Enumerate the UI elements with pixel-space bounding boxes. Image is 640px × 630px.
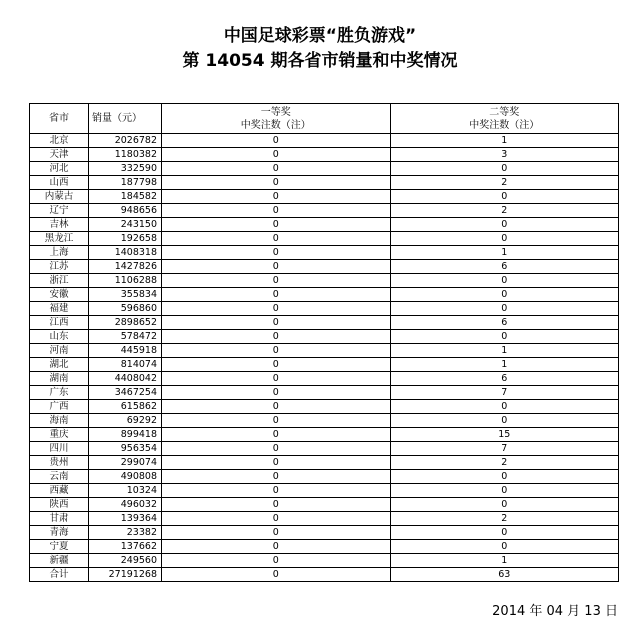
table-row (30, 162, 619, 176)
cell-first-prize: 0 (162, 512, 391, 526)
cell-second-prize: 1 (390, 554, 619, 568)
cell-province: 重庆 (30, 428, 89, 442)
cell-sales: 1106288 (89, 274, 162, 288)
cell-sales: 2026782 (89, 134, 162, 148)
cell-sales: 1427826 (89, 260, 162, 274)
cell-second-prize: 0 (390, 526, 619, 540)
cell-province: 西藏 (30, 484, 89, 498)
cell-sales: 2898652 (89, 316, 162, 330)
cell-province: 合计 (30, 568, 89, 582)
table-row (30, 484, 619, 498)
cell-second-prize: 0 (390, 414, 619, 428)
cell-province: 青海 (30, 526, 89, 540)
cell-first-prize: 0 (162, 456, 391, 470)
page-title: 中国足球彩票“胜负游戏” (223, 26, 417, 46)
cell-province: 江西 (30, 316, 89, 330)
cell-province: 福建 (30, 302, 89, 316)
cell-second-prize: 6 (390, 316, 619, 330)
cell-province: 新疆 (30, 554, 89, 568)
cell-first-prize: 0 (162, 568, 391, 582)
cell-sales: 3467254 (89, 386, 162, 400)
cell-sales: 187798 (89, 176, 162, 190)
cell-second-prize: 15 (390, 428, 619, 442)
cell-province: 浙江 (30, 274, 89, 288)
cell-first-prize: 0 (162, 288, 391, 302)
cell-second-prize: 2 (390, 204, 619, 218)
cell-province: 内蒙古 (30, 190, 89, 204)
cell-sales: 355834 (89, 288, 162, 302)
cell-first-prize: 0 (162, 190, 391, 204)
cell-first-prize: 0 (162, 330, 391, 344)
cell-province: 云南 (30, 470, 89, 484)
cell-province: 北京 (30, 134, 89, 148)
cell-province: 贵州 (30, 456, 89, 470)
cell-sales: 899418 (89, 428, 162, 442)
cell-first-prize: 0 (162, 372, 391, 386)
table-row (30, 512, 619, 526)
header-first-prize-line1: 一等奖 (260, 106, 291, 118)
cell-first-prize: 0 (162, 554, 391, 568)
cell-second-prize: 0 (390, 190, 619, 204)
cell-sales: 299074 (89, 456, 162, 470)
cell-first-prize: 0 (162, 358, 391, 372)
cell-second-prize: 6 (390, 260, 619, 274)
cell-second-prize: 1 (390, 358, 619, 372)
cell-second-prize: 0 (390, 232, 619, 246)
cell-second-prize: 0 (390, 540, 619, 554)
cell-sales: 10324 (89, 484, 162, 498)
header-first-prize (162, 104, 391, 134)
table-row (30, 218, 619, 232)
cell-province: 黑龙江 (30, 232, 89, 246)
table-row (30, 316, 619, 330)
table-header-row (30, 104, 619, 134)
cell-first-prize: 0 (162, 274, 391, 288)
cell-first-prize: 0 (162, 218, 391, 232)
table-row (30, 190, 619, 204)
cell-second-prize: 0 (390, 288, 619, 302)
cell-sales: 596860 (89, 302, 162, 316)
cell-first-prize: 0 (162, 400, 391, 414)
table-row (30, 302, 619, 316)
table-row (30, 554, 619, 568)
cell-sales: 948656 (89, 204, 162, 218)
cell-second-prize: 0 (390, 302, 619, 316)
report-date: 2014 年 04 月 13 日 (492, 604, 618, 619)
table-row (30, 526, 619, 540)
table-row (30, 232, 619, 246)
cell-second-prize: 7 (390, 386, 619, 400)
cell-province: 山东 (30, 330, 89, 344)
cell-second-prize: 2 (390, 176, 619, 190)
cell-sales: 490808 (89, 470, 162, 484)
cell-second-prize: 7 (390, 442, 619, 456)
cell-province: 广东 (30, 386, 89, 400)
cell-province: 广西 (30, 400, 89, 414)
header-second-prize-line2: 中奖注数（注） (469, 119, 540, 131)
cell-province: 上海 (30, 246, 89, 260)
cell-sales: 1180382 (89, 148, 162, 162)
cell-province: 吉林 (30, 218, 89, 232)
cell-second-prize: 0 (390, 498, 619, 512)
table-row (30, 204, 619, 218)
cell-province: 宁夏 (30, 540, 89, 554)
table-body (30, 134, 619, 582)
table-row (30, 428, 619, 442)
cell-sales: 27191268 (89, 568, 162, 582)
cell-first-prize: 0 (162, 386, 391, 400)
cell-second-prize: 0 (390, 330, 619, 344)
table-row (30, 372, 619, 386)
cell-sales: 69292 (89, 414, 162, 428)
table-row (30, 260, 619, 274)
table-row (30, 400, 619, 414)
cell-sales: 23382 (89, 526, 162, 540)
cell-first-prize: 0 (162, 428, 391, 442)
table-row (30, 176, 619, 190)
cell-second-prize: 0 (390, 400, 619, 414)
cell-first-prize: 0 (162, 162, 391, 176)
cell-second-prize: 1 (390, 246, 619, 260)
cell-sales: 192658 (89, 232, 162, 246)
cell-second-prize: 6 (390, 372, 619, 386)
table-row (30, 134, 619, 148)
page-subtitle: 第 14054 期各省市销量和中奖情况 (182, 51, 458, 71)
table-row (30, 330, 619, 344)
cell-second-prize: 1 (390, 134, 619, 148)
cell-province: 河北 (30, 162, 89, 176)
cell-sales: 578472 (89, 330, 162, 344)
cell-province: 安徽 (30, 288, 89, 302)
cell-first-prize: 0 (162, 232, 391, 246)
cell-first-prize: 0 (162, 260, 391, 274)
cell-second-prize: 3 (390, 148, 619, 162)
cell-first-prize: 0 (162, 344, 391, 358)
cell-first-prize: 0 (162, 442, 391, 456)
cell-province: 陕西 (30, 498, 89, 512)
cell-province: 海南 (30, 414, 89, 428)
cell-sales: 137662 (89, 540, 162, 554)
cell-first-prize: 0 (162, 498, 391, 512)
cell-first-prize: 0 (162, 470, 391, 484)
cell-province: 山西 (30, 176, 89, 190)
header-second-prize (390, 104, 619, 134)
cell-province: 四川 (30, 442, 89, 456)
cell-second-prize: 2 (390, 456, 619, 470)
cell-first-prize: 0 (162, 414, 391, 428)
cell-first-prize: 0 (162, 316, 391, 330)
cell-sales: 1408318 (89, 246, 162, 260)
cell-second-prize: 2 (390, 512, 619, 526)
table-row (30, 386, 619, 400)
table-row (30, 246, 619, 260)
table-row (30, 456, 619, 470)
cell-first-prize: 0 (162, 540, 391, 554)
cell-first-prize: 0 (162, 134, 391, 148)
cell-first-prize: 0 (162, 204, 391, 218)
table-row (30, 274, 619, 288)
cell-sales: 249560 (89, 554, 162, 568)
cell-first-prize: 0 (162, 484, 391, 498)
table-row (30, 344, 619, 358)
cell-province: 江苏 (30, 260, 89, 274)
table-row (30, 498, 619, 512)
cell-province: 河南 (30, 344, 89, 358)
cell-province: 天津 (30, 148, 89, 162)
table-row (30, 288, 619, 302)
header-sales: 销量（元） (89, 104, 162, 134)
cell-province: 辽宁 (30, 204, 89, 218)
cell-sales: 445918 (89, 344, 162, 358)
cell-second-prize: 0 (390, 470, 619, 484)
cell-first-prize: 0 (162, 148, 391, 162)
table-row (30, 148, 619, 162)
cell-sales: 496032 (89, 498, 162, 512)
cell-first-prize: 0 (162, 176, 391, 190)
cell-first-prize: 0 (162, 246, 391, 260)
table-row (30, 470, 619, 484)
cell-second-prize: 0 (390, 484, 619, 498)
header-second-prize-line1: 二等奖 (489, 106, 520, 118)
cell-province: 湖北 (30, 358, 89, 372)
cell-second-prize: 63 (390, 568, 619, 582)
table-row (30, 414, 619, 428)
cell-sales: 243150 (89, 218, 162, 232)
table-row (30, 358, 619, 372)
cell-sales: 615862 (89, 400, 162, 414)
table-row (30, 568, 619, 582)
cell-sales: 184582 (89, 190, 162, 204)
cell-first-prize: 0 (162, 302, 391, 316)
table-row (30, 540, 619, 554)
cell-sales: 332590 (89, 162, 162, 176)
sales-table (29, 103, 619, 582)
cell-second-prize: 0 (390, 162, 619, 176)
header-first-prize-line2: 中奖注数（注） (240, 119, 311, 131)
cell-sales: 814074 (89, 358, 162, 372)
cell-sales: 4408042 (89, 372, 162, 386)
cell-second-prize: 1 (390, 344, 619, 358)
cell-first-prize: 0 (162, 526, 391, 540)
cell-second-prize: 0 (390, 218, 619, 232)
table-row (30, 442, 619, 456)
cell-sales: 139364 (89, 512, 162, 526)
cell-second-prize: 0 (390, 274, 619, 288)
cell-province: 湖南 (30, 372, 89, 386)
cell-province: 甘肃 (30, 512, 89, 526)
cell-sales: 956354 (89, 442, 162, 456)
header-province: 省市 (30, 104, 89, 134)
